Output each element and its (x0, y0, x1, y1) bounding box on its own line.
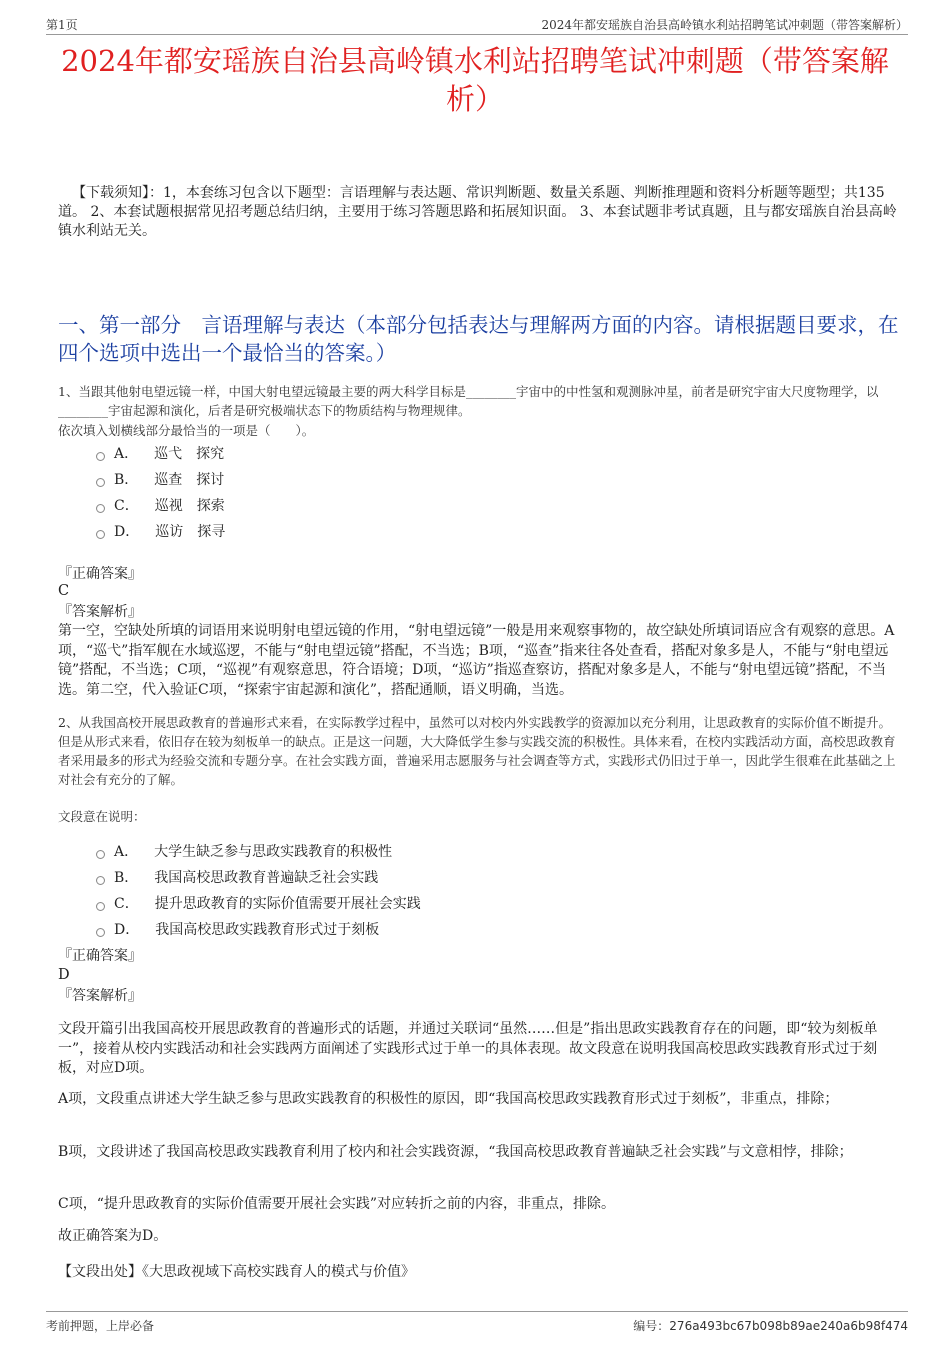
radio-icon[interactable] (96, 876, 105, 885)
answer-analysis: 第一空，空缺处所填的词语用来说明射电望远镜的作用，“射电望远镜”一般是用来观察事物的，故空缺处所填词语应含有观察的意思。A项，“巡弋”指军舰在水域巡逻，不能与“射电望远镜”搭配，不当选；B项，“巡查”指来往各处查看，搭配对象多是人，不能与“射电望远镜”搭配，不当选；C项，“巡视”有观察意思，符合语境；D项，“巡访”指巡查察访，搭配对象多是人，不能与“射电望远镜”搭配，不当选。第二空，代入验证C项，“探索宇宙起源和演化”，搭配通顺，语义明确，当选。 (58, 623, 895, 698)
question-1-stem: 1、当跟其他射电望远镜一样，中国大射电望远镜最主要的两大科学目标是________宇宙中的中性氢和观测脉冲星，前者是研究宇宙大尺度物理学，以________宇宙起源和演化，后者是研究极端状态下的物质结构与物理规律。 (58, 384, 879, 418)
header-doc-title: 2024年都安瑶族自治县高岭镇水利站招聘笔试冲刺题（带答案解析） (541, 18, 908, 32)
question-1-options (96, 440, 225, 544)
question-2-options (96, 838, 421, 942)
radio-icon[interactable] (96, 504, 105, 513)
option-b[interactable]: B． 巡查 探讨 (96, 466, 225, 492)
question-2-prompt: 文段意在说明： (58, 809, 146, 824)
radio-icon[interactable] (96, 452, 105, 461)
document-title: 2024年都安瑶族自治县高岭镇水利站招聘笔试冲刺题（带答案解析） (61, 44, 889, 116)
option-a[interactable]: A． 巡弋 探究 (96, 440, 225, 466)
analysis-paragraph: 文段开篇引出我国高校开展思政教育的普遍形式的话题，并通过关联词“虽然……但是”指出思政实践教育存在的问题，即“较为刻板单一”，接着从校内实践活动和社会实践两方面阐述了实践形式过于单一的具体表现。故文段意在说明我国高校思政实践教育形式过于刻板，对应D项。 (58, 1021, 878, 1076)
analysis-paragraph: C项，“提升思政教育的实际价值需要开展社会实践”对应转折之前的内容，非重点，排除。 (58, 1196, 616, 1212)
correct-answer: D (58, 967, 70, 983)
analysis-label: 『答案解析』 (58, 604, 142, 620)
download-notice: 【下载须知】：1，本套练习包含以下题型：言语理解与表达题、常识判断题、数量关系题、判断推理题和资料分析题等题型；共135道。 2、本套试题根据常见招考题总结归纳，主要用于练习答题思路和拓展知识面。 3、本套试题非考试真题，且与都安瑶族自治县高岭镇水利站无关。 (58, 185, 897, 239)
question-2-stem: 2、从我国高校开展思政教育的普遍形式来看，在实际教学过程中，虽然可以对校内外实践教学的资源加以充分利用，让思政教育的实际价值不断提升。但是从形式来看，依旧存在较为刻板单一的缺点。正是这一问题，大大降低学生参与实践交流的积极性。具体来看，在校内实践活动方面，高校思政教育者采用最多的形式为经验交流和专题分享。在社会实践方面，普遍采用志愿服务与社会调查等方式，实践形式仍旧过于单一，因此学生很难在此基础之上对社会有充分的了解。 (58, 715, 896, 787)
correct-answer: C (58, 583, 70, 599)
radio-icon[interactable] (96, 530, 105, 539)
option-b[interactable]: B． 我国高校思政教育普遍缺乏社会实践 (96, 864, 421, 890)
radio-icon[interactable] (96, 478, 105, 487)
option-c[interactable]: C． 提升思政教育的实际价值需要开展社会实践 (96, 890, 421, 916)
question-1-prompt: 依次填入划横线部分最恰当的一项是（ ）。 (58, 423, 315, 438)
option-c[interactable]: C． 巡视 探索 (96, 492, 225, 518)
option-a[interactable]: A． 大学生缺乏参与思政实践教育的积极性 (96, 838, 421, 864)
page-footer (46, 1311, 908, 1336)
page-header (46, 14, 908, 35)
footer-code: 编号：276a493bc67b098b89ae240a6b98f474 (633, 1319, 908, 1333)
option-d[interactable]: D． 巡访 探寻 (96, 518, 225, 544)
source-citation: 【文段出处】《大思政视域下高校实践育人的模式与价值》 (58, 1264, 415, 1280)
analysis-paragraph: 故正确答案为D。 (58, 1228, 168, 1244)
section-heading: 一、第一部分 言语理解与表达（本部分包括表达与理解两方面的内容。请根据题目要求，在四个选项中选出一个最恰当的答案。） (58, 313, 899, 365)
option-d[interactable]: D． 我国高校思政实践教育形式过于刻板 (96, 916, 421, 942)
radio-icon[interactable] (96, 928, 105, 937)
footer-slogan: 考前押题，上岸必备 (46, 1319, 155, 1333)
analysis-paragraph: A项，文段重点讲述大学生缺乏参与思政实践教育的积极性的原因，即“我国高校思政实践教育形式过于刻板”，非重点，排除； (58, 1091, 839, 1107)
correct-answer-label: 『正确答案』 (58, 948, 142, 964)
correct-answer-label: 『正确答案』 (58, 566, 142, 582)
radio-icon[interactable] (96, 850, 105, 859)
page-number: 第1页 (46, 18, 78, 32)
analysis-paragraph: B项，文段讲述了我国高校思政实践教育利用了校内和社会实践资源，“我国高校思政教育普遍缺乏社会实践”与文意相悖，排除； (58, 1144, 853, 1160)
analysis-label: 『答案解析』 (58, 988, 142, 1004)
radio-icon[interactable] (96, 902, 105, 911)
